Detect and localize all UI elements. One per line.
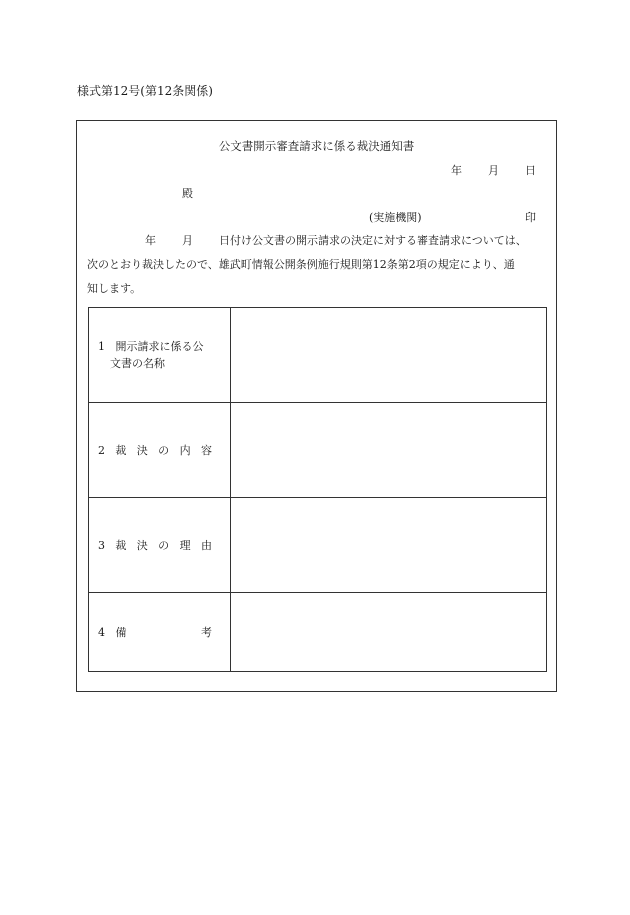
notice-form-frame: [76, 120, 557, 692]
decision-content-label: [89, 403, 231, 498]
label-char: 内: [179, 443, 191, 457]
label-char: の: [158, 538, 170, 552]
label-char: 裁: [115, 443, 127, 457]
label-char: 由: [200, 538, 212, 552]
remarks-label: [89, 593, 231, 672]
form-number-label: 様式第12号(第12条関係): [77, 84, 213, 98]
label-char: 備: [115, 625, 127, 639]
seal-mark: 印: [525, 211, 536, 224]
date-year-label: 年: [451, 164, 462, 177]
label-char: 裁: [115, 538, 127, 552]
date-month-label: 月: [488, 164, 499, 177]
request-year-label: 年: [145, 234, 156, 247]
row-label-part-1: 開示請求に係る公: [115, 340, 204, 353]
decision-details-table: [88, 307, 547, 672]
row-number: 1: [98, 340, 105, 353]
label-char: 考: [201, 625, 212, 639]
table-row: [89, 498, 547, 593]
request-month-label: 月: [182, 234, 193, 247]
issue-date: [451, 162, 536, 178]
row-number: 4: [98, 625, 105, 639]
implementing-agency-label: (実施機関): [369, 211, 422, 224]
label-char: 決: [136, 538, 148, 552]
document-name-label: [89, 308, 231, 403]
document-title: 公文書開示審査請求に係る裁決通知書: [218, 139, 415, 153]
decision-content-value[interactable]: [231, 403, 547, 498]
label-char: 容: [200, 443, 212, 457]
document-name-value[interactable]: [231, 308, 547, 403]
addressee-honorific: 殿: [182, 187, 193, 200]
body-line-2: 次のとおり裁決したので、雄武町情報公開条例施行規則第12条第2項の規定により、通: [87, 258, 515, 271]
notice-body: [87, 229, 549, 301]
row-label-part-2: 文書の名称: [110, 357, 165, 370]
table-row: [89, 403, 547, 498]
row-number: 2: [98, 443, 105, 457]
label-char: 理: [179, 538, 191, 552]
table-row: [89, 593, 547, 672]
label-char: 決: [136, 443, 148, 457]
remarks-value[interactable]: [231, 593, 547, 672]
row-number: 3: [98, 538, 105, 552]
table-row: [89, 308, 547, 403]
body-line-3: 知します。: [87, 282, 142, 295]
body-line-1-text: 日付け公文書の開示請求の決定に対する審査請求については、: [219, 234, 527, 247]
body-line-1: [87, 229, 549, 253]
decision-reason-label: [89, 498, 231, 593]
date-day-label: 日: [525, 164, 536, 177]
label-char: の: [158, 443, 170, 457]
decision-reason-value[interactable]: [231, 498, 547, 593]
